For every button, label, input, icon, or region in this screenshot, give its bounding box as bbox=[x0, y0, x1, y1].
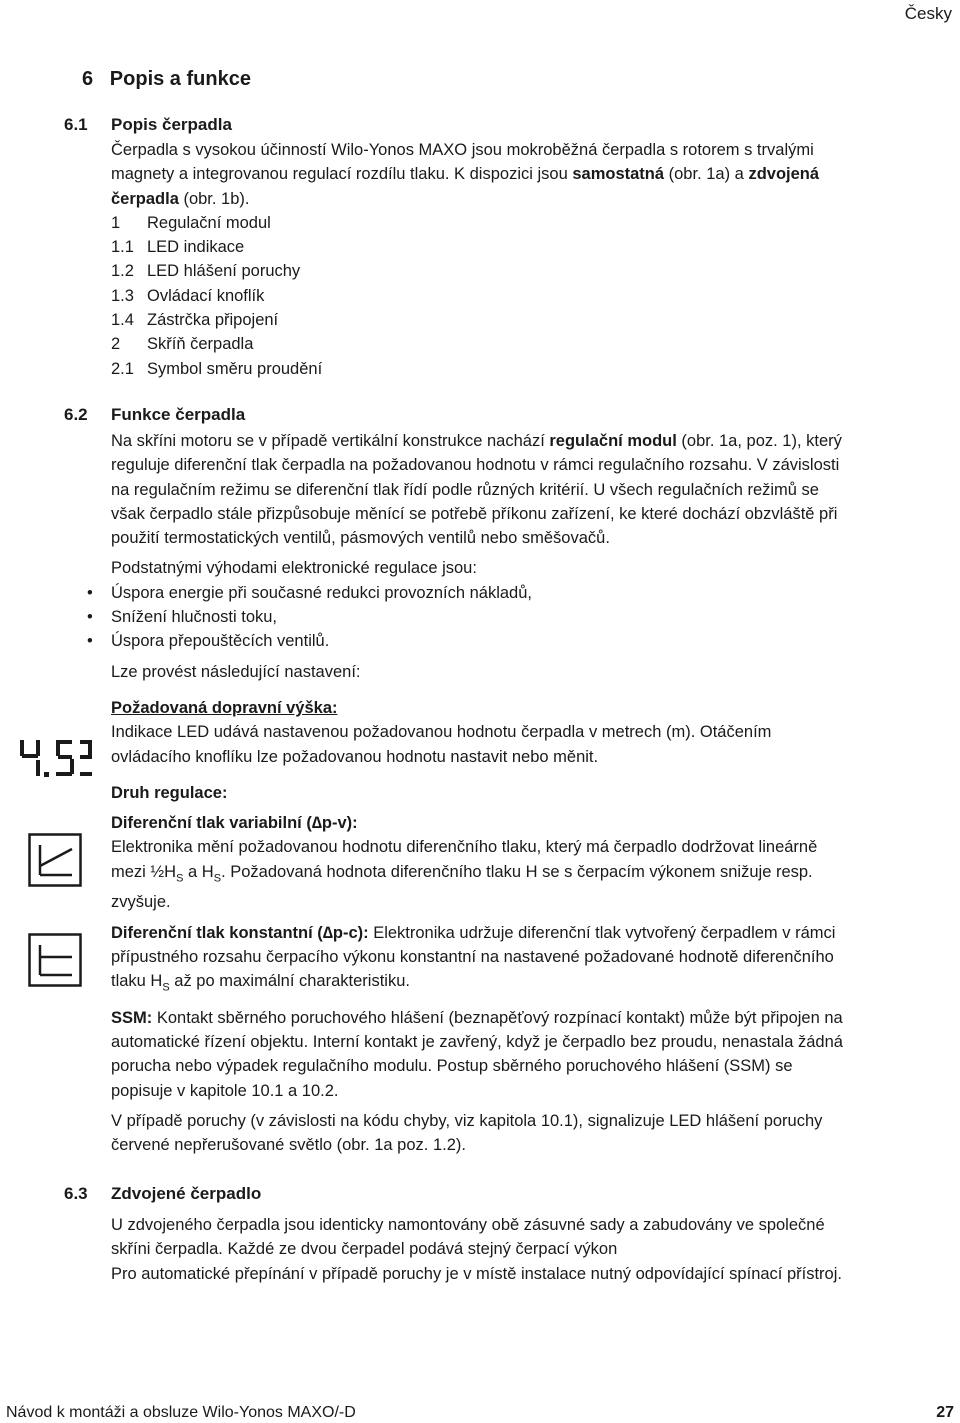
pump-description: Čerpadla s vysokou účinností Wilo-Yonos MAXO jsou mokroběžná čerpadla s rotorem s trvalými magnety a integrovanou regulací rozdílu tlaku. K dispozici jsou samostatná (obr. 1a) a zdvojená čerpadla (obr. 1b). bbox=[111, 141, 820, 208]
control-mode-title: Druh regulace: bbox=[111, 783, 228, 802]
section-6-2-number: 6.2 bbox=[64, 405, 88, 424]
chapter-title: Popis a funkce bbox=[109, 68, 251, 90]
double-pump-switch-text: Pro automatické přepínání v případě poruchy je v místě instalace nutný odpovídající spínací přístroj. bbox=[111, 1264, 842, 1283]
chapter-heading bbox=[82, 68, 251, 91]
settings-intro: Lze provést následující nastavení: bbox=[111, 662, 361, 681]
fault-paragraph: V případě poruchy (v závislosti na kódu chyby, viz kapitola 10.1), signalizuje LED hlášení poruchy červené nepřerušované světlo (obr. 1a poz. 1.2). bbox=[111, 1112, 823, 1155]
page-number: 27 bbox=[936, 1404, 954, 1421]
led-display-icon bbox=[18, 738, 94, 780]
head-setting-text: Indikace LED udává nastavenou požadovanou hodnotu čerpadla v metrech (m). Otáčením ovládacího knoflíku lze požadovanou hodnotu nastavit nebo měnit. bbox=[111, 723, 772, 766]
section-6-1-body bbox=[111, 138, 851, 381]
list-item: 1.2 LED hlášení poruchy bbox=[111, 262, 301, 281]
parts-list bbox=[111, 211, 851, 381]
section-6-1-title: Popis čerpadla bbox=[111, 115, 232, 134]
list-item: • Snížení hlučnosti toku, bbox=[111, 605, 851, 629]
ssm-paragraph: SSM: Kontakt sběrného poruchového hlášení (beznapěťový rozpínací kontakt) může být připojen na automatické řízení objektu. Interní kontakt je zavřený, když je čerpadlo bez proudu, nenastala žádná porucha nebo výpadek regulačního modulu. Postup sběrného poruchového hlášení (SSM) se popisuje v kapitole 10.1 a 10.2. bbox=[111, 1008, 843, 1100]
list-item: 1.4 Zástrčka připojení bbox=[111, 311, 279, 330]
section-6-1-number: 6.1 bbox=[64, 115, 88, 134]
list-item: • Úspora energie při současné redukci provozních nákladů, bbox=[111, 581, 851, 605]
language-label: Česky bbox=[904, 4, 952, 23]
function-paragraph: Na skříni motoru se v případě vertikální konstrukce nachází regulační modul (obr. 1a, poz. 1), který reguluje diferenční tlak čerpadla na požadovanou hodnotu v rámci regulačního rozsahu. V závislosti na regulačním režimu se diferenční tlak řídí podle různých kritérií. U všech regulačních režimů se však čerpadlo stále přizpůsobuje měnící se potřebě příkonu zařízení, ke které dochází obzvláště při použití termostatických ventilů, pásmových ventilů nebo směšovačů. bbox=[111, 432, 842, 548]
head-setting-title: Požadovaná dopravní výška: bbox=[111, 698, 338, 717]
dp-constant-icon bbox=[28, 933, 82, 987]
section-6-3-title: Zdvojené čerpadlo bbox=[111, 1184, 262, 1203]
double-pump-text: U zdvojeného čerpadla jsou identicky namontovány obě zásuvné sady a zabudovány ve společné skříni čerpadla. Každé ze dvou čerpadel podává stejný čerpací výkon bbox=[111, 1216, 825, 1259]
section-6-3-body bbox=[111, 1213, 851, 1286]
list-item: 1.1 LED indikace bbox=[111, 238, 245, 257]
list-item: • Úspora přepouštěcích ventilů. bbox=[111, 629, 851, 653]
section-6-2-body bbox=[111, 429, 851, 1158]
advantages-list bbox=[111, 581, 851, 654]
list-item: 2 Skříň čerpadla bbox=[111, 335, 254, 354]
dpv-text: Elektronika mění požadovanou hodnotu diferenčního tlaku, který má čerpadlo dodržovat lineárně mezi $\frac{1}{2}H_S$ a $H_S$. Požadovaná hodnota diferenčního tlaku H se s čerpacím výkonem snižuje resp. zvyšuje. bbox=[111, 838, 818, 912]
list-item: 1.3 Ovládací knoflík bbox=[111, 286, 265, 305]
list-item: 2.1 Symbol směru proudění bbox=[111, 359, 323, 378]
advantages-intro: Podstatnými výhodami elektronické regulace jsou: bbox=[111, 559, 477, 578]
dpc-paragraph: Diferenční tlak konstantní (∆p-c): Elektronika udržuje diferenční tlak vytvořený čerpadlem v rámci přípustného rozsahu čerpacího výkonu konstantní na nastavené požadované hodnotě diferenčního tlaku $H_S$ až po maximální charakteristiku. bbox=[111, 923, 836, 994]
section-6-2-title: Funkce čerpadla bbox=[111, 405, 246, 424]
footer-title: Návod k montáži a obsluze Wilo-Yonos MAXO/-D bbox=[6, 1404, 356, 1421]
dp-variable-icon bbox=[28, 833, 82, 887]
chapter-number: 6 bbox=[82, 68, 94, 90]
dpv-title: Diferenční tlak variabilní (∆p-v): bbox=[111, 814, 358, 833]
section-6-3-number: 6.3 bbox=[64, 1184, 88, 1203]
list-item: 1 Regulační modul bbox=[111, 213, 271, 232]
